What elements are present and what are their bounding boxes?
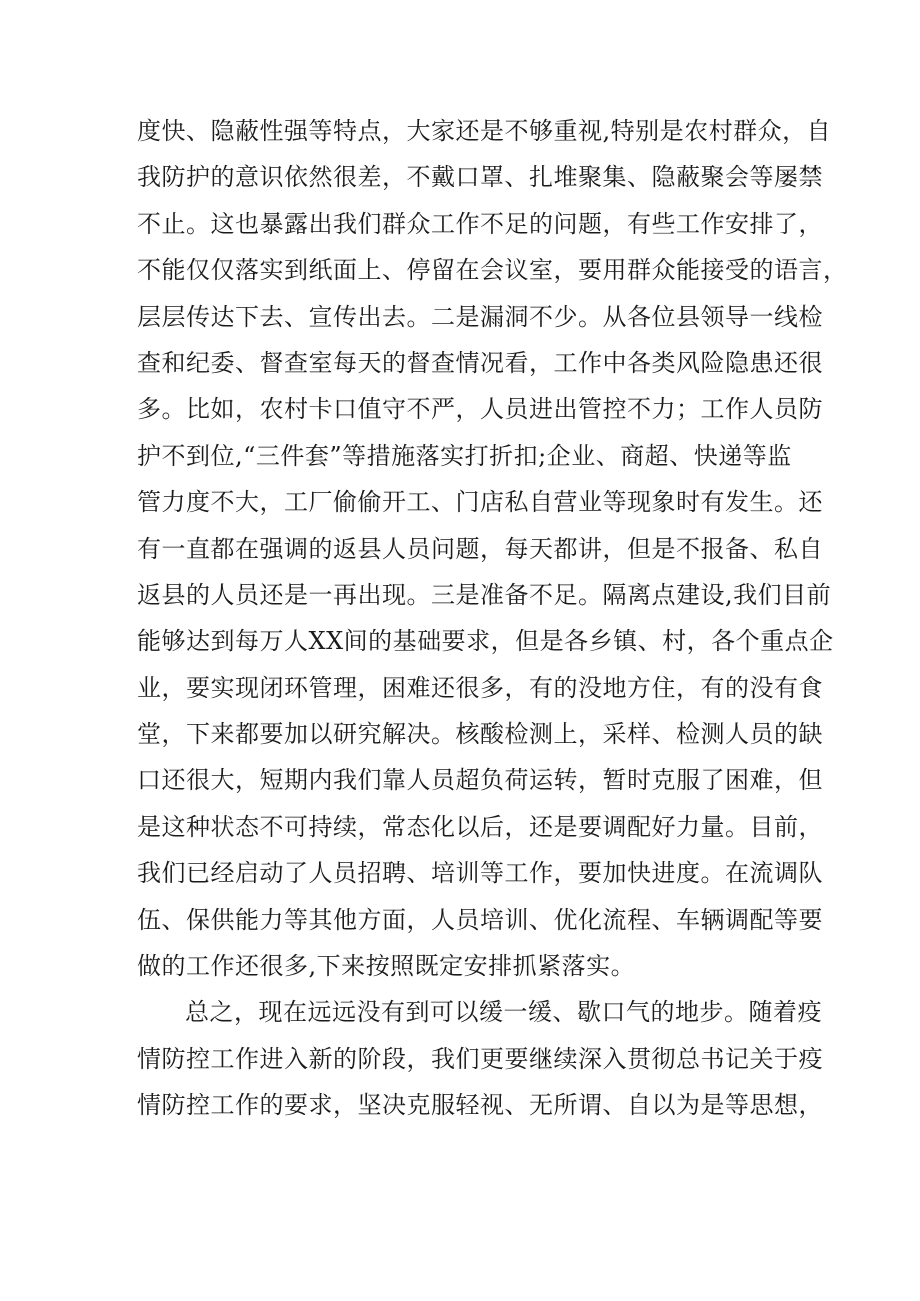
text-line: 有一直都在强调的返县人员问题，每天都讲，但是不报备、私自 — [137, 534, 823, 563]
text-line: 我防护的意识依然很差，不戴口罩、扎堆聚集、隐蔽聚会等屡禁 — [137, 163, 823, 192]
text-line: 返县的人员还是一再出现。三是准备不足。隔离点建设,我们目前 — [137, 580, 832, 609]
text-line: 护不到位,“三件套”等措施落实打折扣;企业、商超、快递等监 — [137, 441, 792, 470]
text-line: 多。比如，农村卡口值守不严，人员进出管控不力；工作人员防 — [137, 395, 823, 424]
text-line: 层层传达下去、宣传出去。二是漏洞不少。从各位县领导一线检 — [137, 302, 823, 331]
text-line: 情防控工作进入新的阶段，我们更要继续深入贯彻总书记关于疫 — [137, 1044, 823, 1073]
text-line: 做的工作还很多,下来按照既定安排抓紧落实。 — [137, 952, 636, 981]
text-line: 能够达到每万人XX间的基础要求，但是各乡镇、村，各个重点企 — [137, 627, 834, 656]
text-line: 是这种状态不可持续，常态化以后，还是要调配好力量。目前， — [137, 812, 823, 841]
text-line: 查和纪委、督查室每天的督查情况看，工作中各类风险隐患还很 — [137, 348, 823, 377]
text-line: 业，要实现闭环管理，困难还很多，有的没地方住，有的没有食 — [137, 673, 823, 702]
body-text — [137, 108, 848, 1129]
text-line: 不能仅仅落实到纸面上、停留在会议室，要用群众能接受的语言， — [137, 256, 848, 285]
text-line: 度快、隐蔽性强等特点，大家还是不够重视,特别是农村群众，自 — [137, 117, 832, 145]
text-line: 口还很大，短期内我们靠人员超负荷运转，暂时克服了困难，但 — [137, 766, 823, 795]
text-line: 伍、保供能力等其他方面，人员培训、优化流程、车辆调配等要 — [137, 905, 823, 934]
paragraph-first-line: 总之，现在远远没有到可以缓一缓、歇口气的地步。随着疫 — [185, 998, 822, 1027]
text-line: 不止。这也暴露出我们群众工作不足的问题，有些工作安排了， — [137, 209, 823, 238]
text-line: 管力度不大，工厂偷偷开工、门店私自营业等现象时有发生。还 — [137, 488, 823, 517]
text-line: 我们已经启动了人员招聘、培训等工作，要加快进度。在流调队 — [137, 859, 823, 888]
text-line: 堂，下来都要加以研究解决。核酸检测上，采样、检测人员的缺 — [137, 720, 823, 749]
text-line: 情防控工作的要求，坚决克服轻视、无所谓、自以为是等思想， — [137, 1091, 823, 1120]
